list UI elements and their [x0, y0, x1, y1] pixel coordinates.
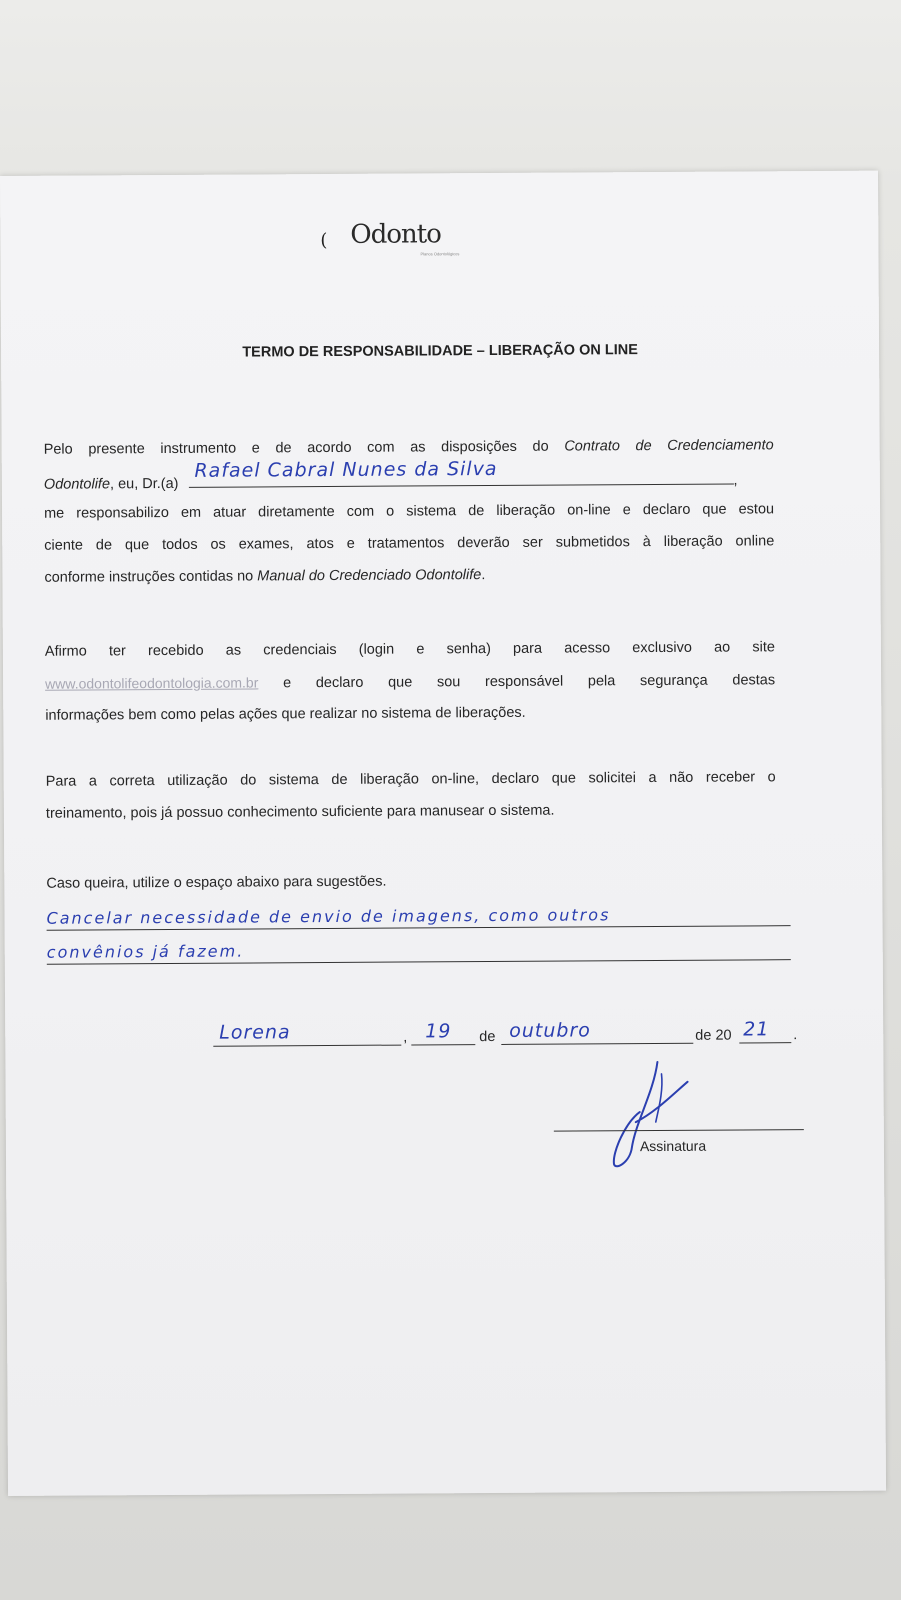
p2-line-2	[45, 663, 775, 699]
logo-text: Odonto	[350, 219, 441, 250]
p2-line-1: Afirmo ter recebido as credenciais (login e senha) para acesso exclusivo ao site	[44, 639, 775, 660]
paragraph-1	[44, 429, 775, 593]
handwritten-year: 21	[743, 1018, 770, 1041]
p1-line-5	[44, 557, 774, 593]
handwritten-city: Lorena	[219, 1021, 291, 1044]
handwritten-suggestion-2: convênios já fazem.	[46, 941, 245, 962]
p1-period: .	[481, 567, 486, 584]
suggestions-label	[46, 863, 776, 899]
p1-text: Pelo presente instrumento e de acordo com as disposições do	[43, 438, 549, 458]
suggestion-line-2[interactable]	[47, 933, 791, 965]
handwritten-name: Rafael Cabral Nunes da Silva	[194, 457, 498, 482]
p1-line-3: me responsabilizo em atuar diretamente com o sistema de liberação on-line e declaro que estou	[44, 501, 775, 522]
paragraph-3	[46, 761, 776, 829]
month-field[interactable]	[501, 1013, 693, 1045]
day-field[interactable]	[411, 1014, 475, 1045]
logo-mark: (	[320, 230, 328, 252]
suggestions-label-text: Caso queira, utilize o espaço abaixo para sugestões.	[46, 873, 387, 892]
company-logo	[320, 219, 520, 260]
handwritten-day: 19	[425, 1020, 452, 1043]
manual-name: Manual do Credenciado Odontolife	[257, 567, 482, 585]
handwritten-month: outubro	[509, 1019, 591, 1042]
city-field[interactable]	[213, 1015, 401, 1047]
dentist-name-field[interactable]	[188, 457, 733, 488]
p1-comma: ,	[733, 472, 738, 489]
paragraph-2	[45, 631, 776, 731]
logo-tagline: Planos Odontológicos	[420, 251, 460, 257]
p1-text: conforme instruções contidas no	[44, 568, 254, 586]
handwritten-suggestion-1: Cancelar necessidade de envio de imagens, como outros	[46, 905, 611, 928]
date-de-2: de 20	[695, 1027, 732, 1044]
document-page	[0, 171, 886, 1496]
p1-text: , eu, Dr.(a)	[109, 475, 179, 493]
handwritten-signature	[595, 1052, 716, 1173]
document-title: TERMO DE RESPONSABILIDADE – LIBERAÇÃO ON LINE	[242, 342, 638, 361]
p1-line-2	[43, 457, 774, 497]
date-comma: ,	[403, 1029, 408, 1046]
p2-text: e declaro que sou responsável pela segurança destas	[283, 672, 776, 692]
date-period: .	[793, 1027, 798, 1044]
p3-line-2: treinamento, pois já possuo conhecimento suficiente para manusear o sistema.	[45, 802, 555, 822]
date-row	[213, 1011, 813, 1055]
contract-name: Contrato de Credenciamento	[564, 437, 774, 455]
p2-line-3: informações bem como pelas ações que realizar no sistema de liberações.	[45, 704, 526, 724]
suggestion-line-1[interactable]	[46, 899, 790, 931]
year-field[interactable]	[739, 1012, 791, 1043]
site-link[interactable]: www.odontolifeodontologia.com.br	[45, 674, 259, 692]
company-name: Odontolife	[43, 476, 111, 493]
signature-label: Assinatura	[639, 1137, 707, 1155]
p3-line-1: Para a correta utilização do sistema de liberação on-line, declaro que solicitei a não receber o	[45, 769, 776, 790]
p1-line-4: ciente de que todos os exames, atos e tratamentos deverão ser submetidos à liberação online	[44, 533, 775, 554]
date-de-1: de	[479, 1028, 496, 1046]
